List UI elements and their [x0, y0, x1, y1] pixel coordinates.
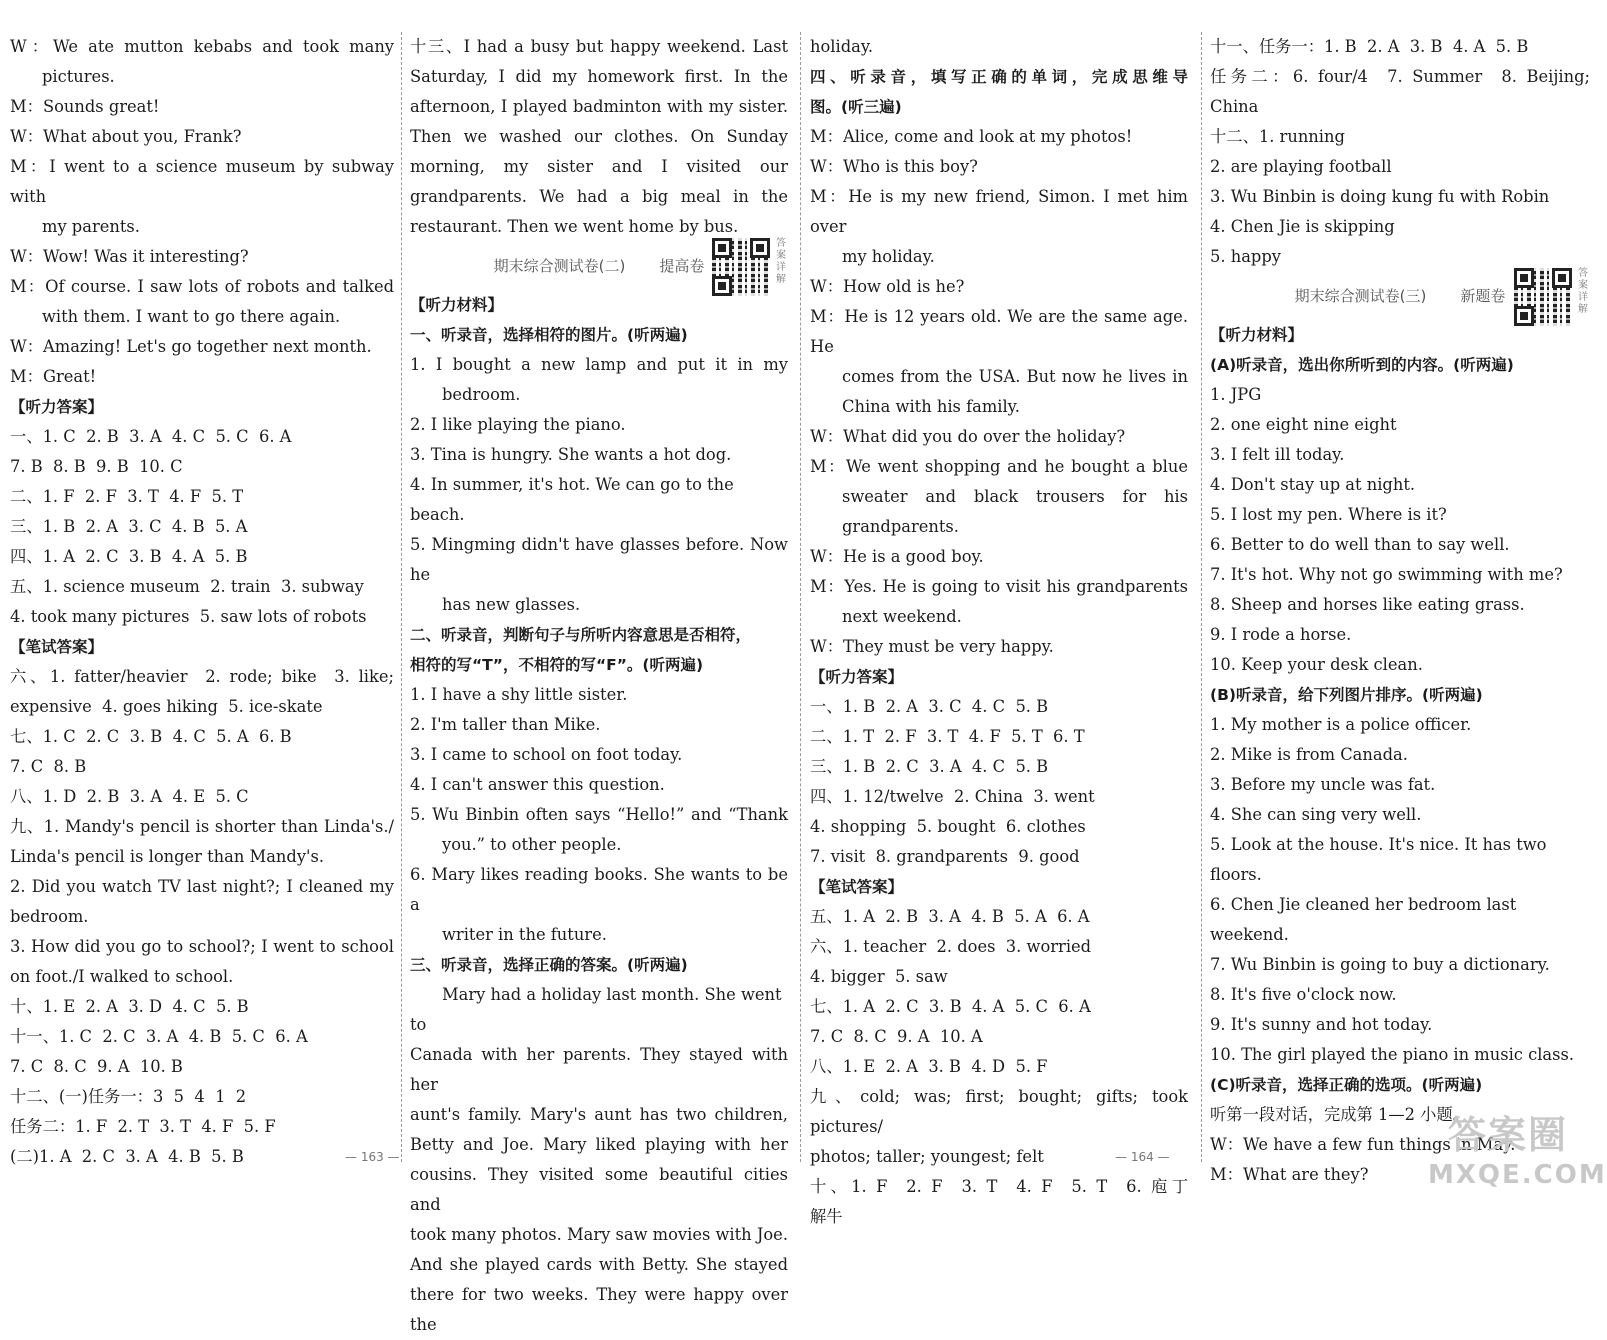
text-line: Saturday, I did my homework first. In the — [410, 67, 788, 86]
text-line: my holiday. — [842, 247, 935, 266]
text-line: 10. The girl played the piano in music class. — [1210, 1045, 1574, 1064]
text-line: 2. Did you watch TV last night?; I cleaned my — [10, 877, 394, 896]
text-line: 4. I can't answer this question. — [410, 775, 665, 794]
text-line: 5. Look at the house. It's nice. It has two floors. — [1210, 835, 1552, 884]
text-line: W：Wow! Was it interesting? — [10, 247, 249, 266]
text-line: W：Amazing! Let's go together next month. — [10, 337, 372, 356]
text-line: bedroom. — [442, 385, 521, 404]
section-heading: 【听力材料】 — [1210, 326, 1304, 344]
column-2 — [410, 32, 794, 1334]
text-line: China — [1210, 97, 1259, 116]
text-line: 4. took many pictures 5. saw lots of robots — [10, 607, 367, 626]
text-line: 六、1. fatter/heavier 2. rode; bike 3. like; — [10, 667, 394, 686]
text-line: 十二、(一)任务一：3 5 4 1 2 — [10, 1087, 247, 1106]
text-line: grandparents. — [842, 517, 959, 536]
text-line: M：I went to a science museum by subway with — [10, 157, 400, 206]
text-line: 五、1. A 2. B 3. A 4. B 5. A 6. A — [810, 907, 1090, 926]
text-line: morning, my sister and I visited our — [410, 157, 788, 176]
text-line: M：Alice, come and look at my photos! — [810, 127, 1133, 146]
section-heading: 三、听录音，选择正确的答案。(听两遍) — [410, 956, 688, 974]
section-heading: 图。(听三遍) — [810, 98, 902, 116]
text-line: M：Of course. I saw lots of robots and talked — [10, 277, 394, 296]
text-line: sweater and black trousers for his — [842, 487, 1188, 506]
text-line: 8. Sheep and horses like eating grass. — [1210, 595, 1525, 614]
section-heading: (C)听录音，选择正确的选项。(听两遍) — [1210, 1076, 1483, 1094]
section-heading: 【笔试答案】 — [810, 878, 904, 896]
text-line: 3. How did you go to school?; I went to school — [10, 937, 394, 956]
text-line: 四、1. 12/twelve 2. China 3. went — [810, 787, 1095, 806]
text-line: 2. Mike is from Canada. — [1210, 745, 1408, 764]
text-line: on foot./I walked to school. — [10, 967, 234, 986]
watermark-url-text: MXQE.COM — [1428, 1160, 1607, 1190]
section-heading: 【听力材料】 — [410, 296, 504, 314]
text-line: 3. Wu Binbin is doing kung fu with Robin — [1210, 187, 1550, 206]
text-line: 解牛 — [810, 1207, 843, 1226]
text-line: my parents. — [42, 217, 140, 236]
text-line: W：They must be very happy. — [810, 637, 1054, 656]
text-line: 十一、任务一：1. B 2. A 3. B 4. A 5. B — [1210, 37, 1529, 56]
text-line: 8. It's five o'clock now. — [1210, 985, 1397, 1004]
text-line: And she played cards with Betty. She stayed — [410, 1255, 788, 1274]
text-line: W：Who is this boy? — [810, 157, 978, 176]
text-line: W：What did you do over the holiday? — [810, 427, 1126, 446]
text-line: 十、1. F 2. F 3. T 4. F 5. T 6. 庖丁 — [810, 1177, 1188, 1196]
text-line: 5. Wu Binbin often says “Hello!” and “Thank — [410, 805, 788, 824]
text-line: Canada with her parents. They stayed with her — [410, 1045, 794, 1094]
text-line: 六、1. teacher 2. does 3. worried — [810, 937, 1092, 956]
text-line: cousins. They visited some beautiful cities and — [410, 1165, 794, 1214]
column-divider — [800, 32, 801, 1162]
text-line: 7. C 8. B — [10, 757, 87, 776]
text-line: W：He is a good boy. — [810, 547, 984, 566]
text-line: 1. I bought a new lamp and put it in my — [410, 355, 788, 374]
text-line: M：He is my new friend, Simon. I met him over — [810, 187, 1194, 236]
text-line: 听第一段对话，完成第 1—2 小题。 — [1210, 1105, 1470, 1124]
text-line: 三、1. B 2. C 3. A 4. C 5. B — [810, 757, 1049, 776]
watermark — [1428, 1112, 1607, 1202]
column-3 — [810, 32, 1194, 1226]
text-line: 四、1. A 2. C 3. B 4. A 5. B — [10, 547, 248, 566]
text-line: 9. It's sunny and hot today. — [1210, 1015, 1433, 1034]
qr-code-icon — [712, 238, 770, 296]
text-line: 五、1. science museum 2. train 3. subway — [10, 577, 364, 596]
page-number-left-value: 163 — [360, 1150, 384, 1164]
text-line: photos; taller; youngest; felt — [810, 1147, 1044, 1166]
section-heading: 【听力答案】 — [10, 398, 104, 416]
text-line: 7. B 8. B 9. B 10. C — [10, 457, 183, 476]
text-line: 7. Wu Binbin is going to buy a dictionary. — [1210, 955, 1550, 974]
text-line: Linda's pencil is longer than Mandy's. — [10, 847, 325, 866]
text-line: 十、1. E 2. A 3. D 4. C 5. B — [10, 997, 249, 1016]
text-line: 7. C 8. C 9. A 10. B — [10, 1057, 183, 1076]
test-paper-level-tag: 新题卷 — [1460, 287, 1506, 305]
text-line: 4. She can sing very well. — [1210, 805, 1422, 824]
text-line: 八、1. D 2. B 3. A 4. E 5. C — [10, 787, 249, 806]
text-line: grandparents. We had a big meal in the — [410, 187, 788, 206]
text-line: 任务二：1. F 2. T 3. T 4. F 5. F — [10, 1117, 276, 1136]
text-line: 三、1. B 2. A 3. C 4. B 5. A — [10, 517, 248, 536]
text-line: 二、1. T 2. F 3. T 4. F 5. T 6. T — [810, 727, 1085, 746]
text-line: 4. Chen Jie is skipping — [1210, 217, 1395, 236]
text-line: you.” to other people. — [442, 835, 622, 854]
section-heading: 二、听录音，判断句子与所听内容意思是否相符， — [410, 626, 752, 644]
text-line: W：We have a few fun things in May. — [1210, 1135, 1516, 1154]
watermark-logo-text: 答案圈 — [1447, 1113, 1568, 1157]
text-line: 七、1. C 2. C 3. B 4. C 5. A 6. B — [10, 727, 292, 746]
column-1 — [10, 32, 400, 1166]
text-line: 2. one eight nine eight — [1210, 415, 1397, 434]
text-line: China with his family. — [842, 397, 1020, 416]
text-line: 4. shopping 5. bought 6. clothes — [810, 817, 1086, 836]
text-line: Betty and Joe. Mary liked playing with her — [410, 1135, 788, 1154]
text-line: W：What about you, Frank? — [10, 127, 242, 146]
text-line: holiday. — [810, 37, 874, 56]
text-line: there for two weeks. They were happy over the — [410, 1285, 794, 1334]
text-line: 6. Better to do well than to say well. — [1210, 535, 1510, 554]
text-line: Mary had a holiday last month. She went to — [410, 985, 787, 1034]
text-line: 2. I like playing the piano. — [410, 415, 626, 434]
section-heading: 【听力答案】 — [810, 668, 904, 686]
text-line: 3. Tina is hungry. She wants a hot dog. — [410, 445, 732, 464]
section-heading: 【笔试答案】 — [10, 638, 104, 656]
text-line: has new glasses. — [442, 595, 581, 614]
text-line: 7. It's hot. Why not go swimming with me? — [1210, 565, 1563, 584]
text-line: 5. happy — [1210, 247, 1281, 266]
text-line: 5. I lost my pen. Where is it? — [1210, 505, 1447, 524]
section-heading: 四、听录音，填写正确的单词，完成思维导 — [810, 68, 1188, 86]
text-line: M：What are they? — [1210, 1165, 1369, 1184]
text-line: 4. In summer, it's hot. We can go to the beach. — [410, 475, 739, 524]
section-heading: 一、听录音，选择相符的图片。(听两遍) — [410, 326, 688, 344]
text-line: with them. I want to go there again. — [42, 307, 341, 326]
qr-code-label: 答案详解 — [1578, 268, 1588, 315]
text-line: restaurant. Then we went home by bus. — [410, 217, 739, 236]
section-heading: (A)听录音，选出你所听到的内容。(听两遍) — [1210, 356, 1514, 374]
text-line: pictures. — [42, 67, 115, 86]
test-paper-title: 期末综合测试卷(三) — [1294, 287, 1427, 305]
test-paper-banner — [410, 238, 788, 290]
text-line: 2. are playing football — [1210, 157, 1392, 176]
text-line: 1. My mother is a police officer. — [1210, 715, 1472, 734]
text-line: 5. Mingming didn't have glasses before. Now he — [410, 535, 794, 584]
text-line: 十二、1. running — [1210, 127, 1345, 146]
text-line: 7. C 8. C 9. A 10. A — [810, 1027, 983, 1046]
text-line: 八、1. E 2. A 3. B 4. D 5. F — [810, 1057, 1048, 1076]
qr-code-label: 答案详解 — [776, 238, 786, 285]
text-line: 3. I came to school on foot today. — [410, 745, 683, 764]
text-line: 二、1. F 2. F 3. T 4. F 5. T — [10, 487, 244, 506]
page-number-right-value: 164 — [1130, 1150, 1154, 1164]
text-line: took many photos. Mary saw movies with Joe. — [410, 1225, 788, 1244]
test-paper-level-tag: 提高卷 — [659, 257, 705, 275]
text-line: 十三、I had a busy but happy weekend. Last — [410, 37, 788, 56]
text-line: 1. JPG — [1210, 385, 1262, 404]
text-line: bedroom. — [10, 907, 89, 926]
section-heading: 相符的写“T”，不相符的写“F”。(听两遍) — [410, 656, 704, 674]
page-number-left: — 163 — — [345, 1150, 400, 1164]
text-line: 九、1. Mandy's pencil is shorter than Linda's./ — [10, 817, 394, 836]
text-line: 4. Don't stay up at night. — [1210, 475, 1416, 494]
qr-code-icon — [1514, 268, 1572, 326]
text-line: expensive 4. goes hiking 5. ice-skate — [10, 697, 323, 716]
text-line: W：How old is he? — [810, 277, 965, 296]
column-divider — [1201, 32, 1202, 1162]
text-line: 一、1. C 2. B 3. A 4. C 5. C 6. A — [10, 427, 292, 446]
text-line: 七、1. A 2. C 3. B 4. A 5. C 6. A — [810, 997, 1091, 1016]
text-line: afternoon, I played badminton with my sister. — [410, 97, 788, 116]
page-number-right: — 164 — — [1115, 1150, 1170, 1164]
text-line: writer in the future. — [442, 925, 607, 944]
column-divider — [401, 32, 402, 1162]
test-paper-banner — [1210, 268, 1590, 320]
text-line: W：We ate mutton kebabs and took many — [10, 37, 394, 56]
text-line: M：Yes. He is going to visit his grandparents — [810, 577, 1188, 596]
text-line: M：Great! — [10, 367, 97, 386]
text-line: M：Sounds great! — [10, 97, 160, 116]
text-line: 4. bigger 5. saw — [810, 967, 948, 986]
test-paper-title: 期末综合测试卷(二) — [493, 257, 626, 275]
text-line: 任务二：6. four/4 7. Summer 8. Beijing; — [1210, 67, 1590, 86]
section-heading: (B)听录音，给下列图片排序。(听两遍) — [1210, 686, 1483, 704]
text-line: next weekend. — [842, 607, 962, 626]
text-line: M：He is 12 years old. We are the same age. He — [810, 307, 1194, 356]
text-line: 2. I'm taller than Mike. — [410, 715, 601, 734]
text-line: Then we washed our clothes. On Sunday — [410, 127, 788, 146]
text-line: aunt's family. Mary's aunt has two children, — [410, 1105, 788, 1124]
text-line: 十一、1. C 2. C 3. A 4. B 5. C 6. A — [10, 1027, 308, 1046]
text-line: 1. I have a shy little sister. — [410, 685, 628, 704]
text-line: 3. Before my uncle was fat. — [1210, 775, 1436, 794]
text-line: 6. Chen Jie cleaned her bedroom last weekend. — [1210, 895, 1522, 944]
text-line: 一、1. B 2. A 3. C 4. C 5. B — [810, 697, 1049, 716]
text-line: (二)1. A 2. C 3. A 4. B 5. B — [10, 1147, 244, 1166]
text-line: 9. I rode a horse. — [1210, 625, 1352, 644]
text-line: 7. visit 8. grandparents 9. good — [810, 847, 1080, 866]
text-line: 3. I felt ill today. — [1210, 445, 1345, 464]
text-line: 6. Mary likes reading books. She wants to be a — [410, 865, 794, 914]
text-line: 九、cold; was; first; bought; gifts; took pictures/ — [810, 1087, 1194, 1136]
text-line: comes from the USA. But now he lives in — [842, 367, 1188, 386]
text-line: 10. Keep your desk clean. — [1210, 655, 1423, 674]
text-line: M：We went shopping and he bought a blue — [810, 457, 1188, 476]
